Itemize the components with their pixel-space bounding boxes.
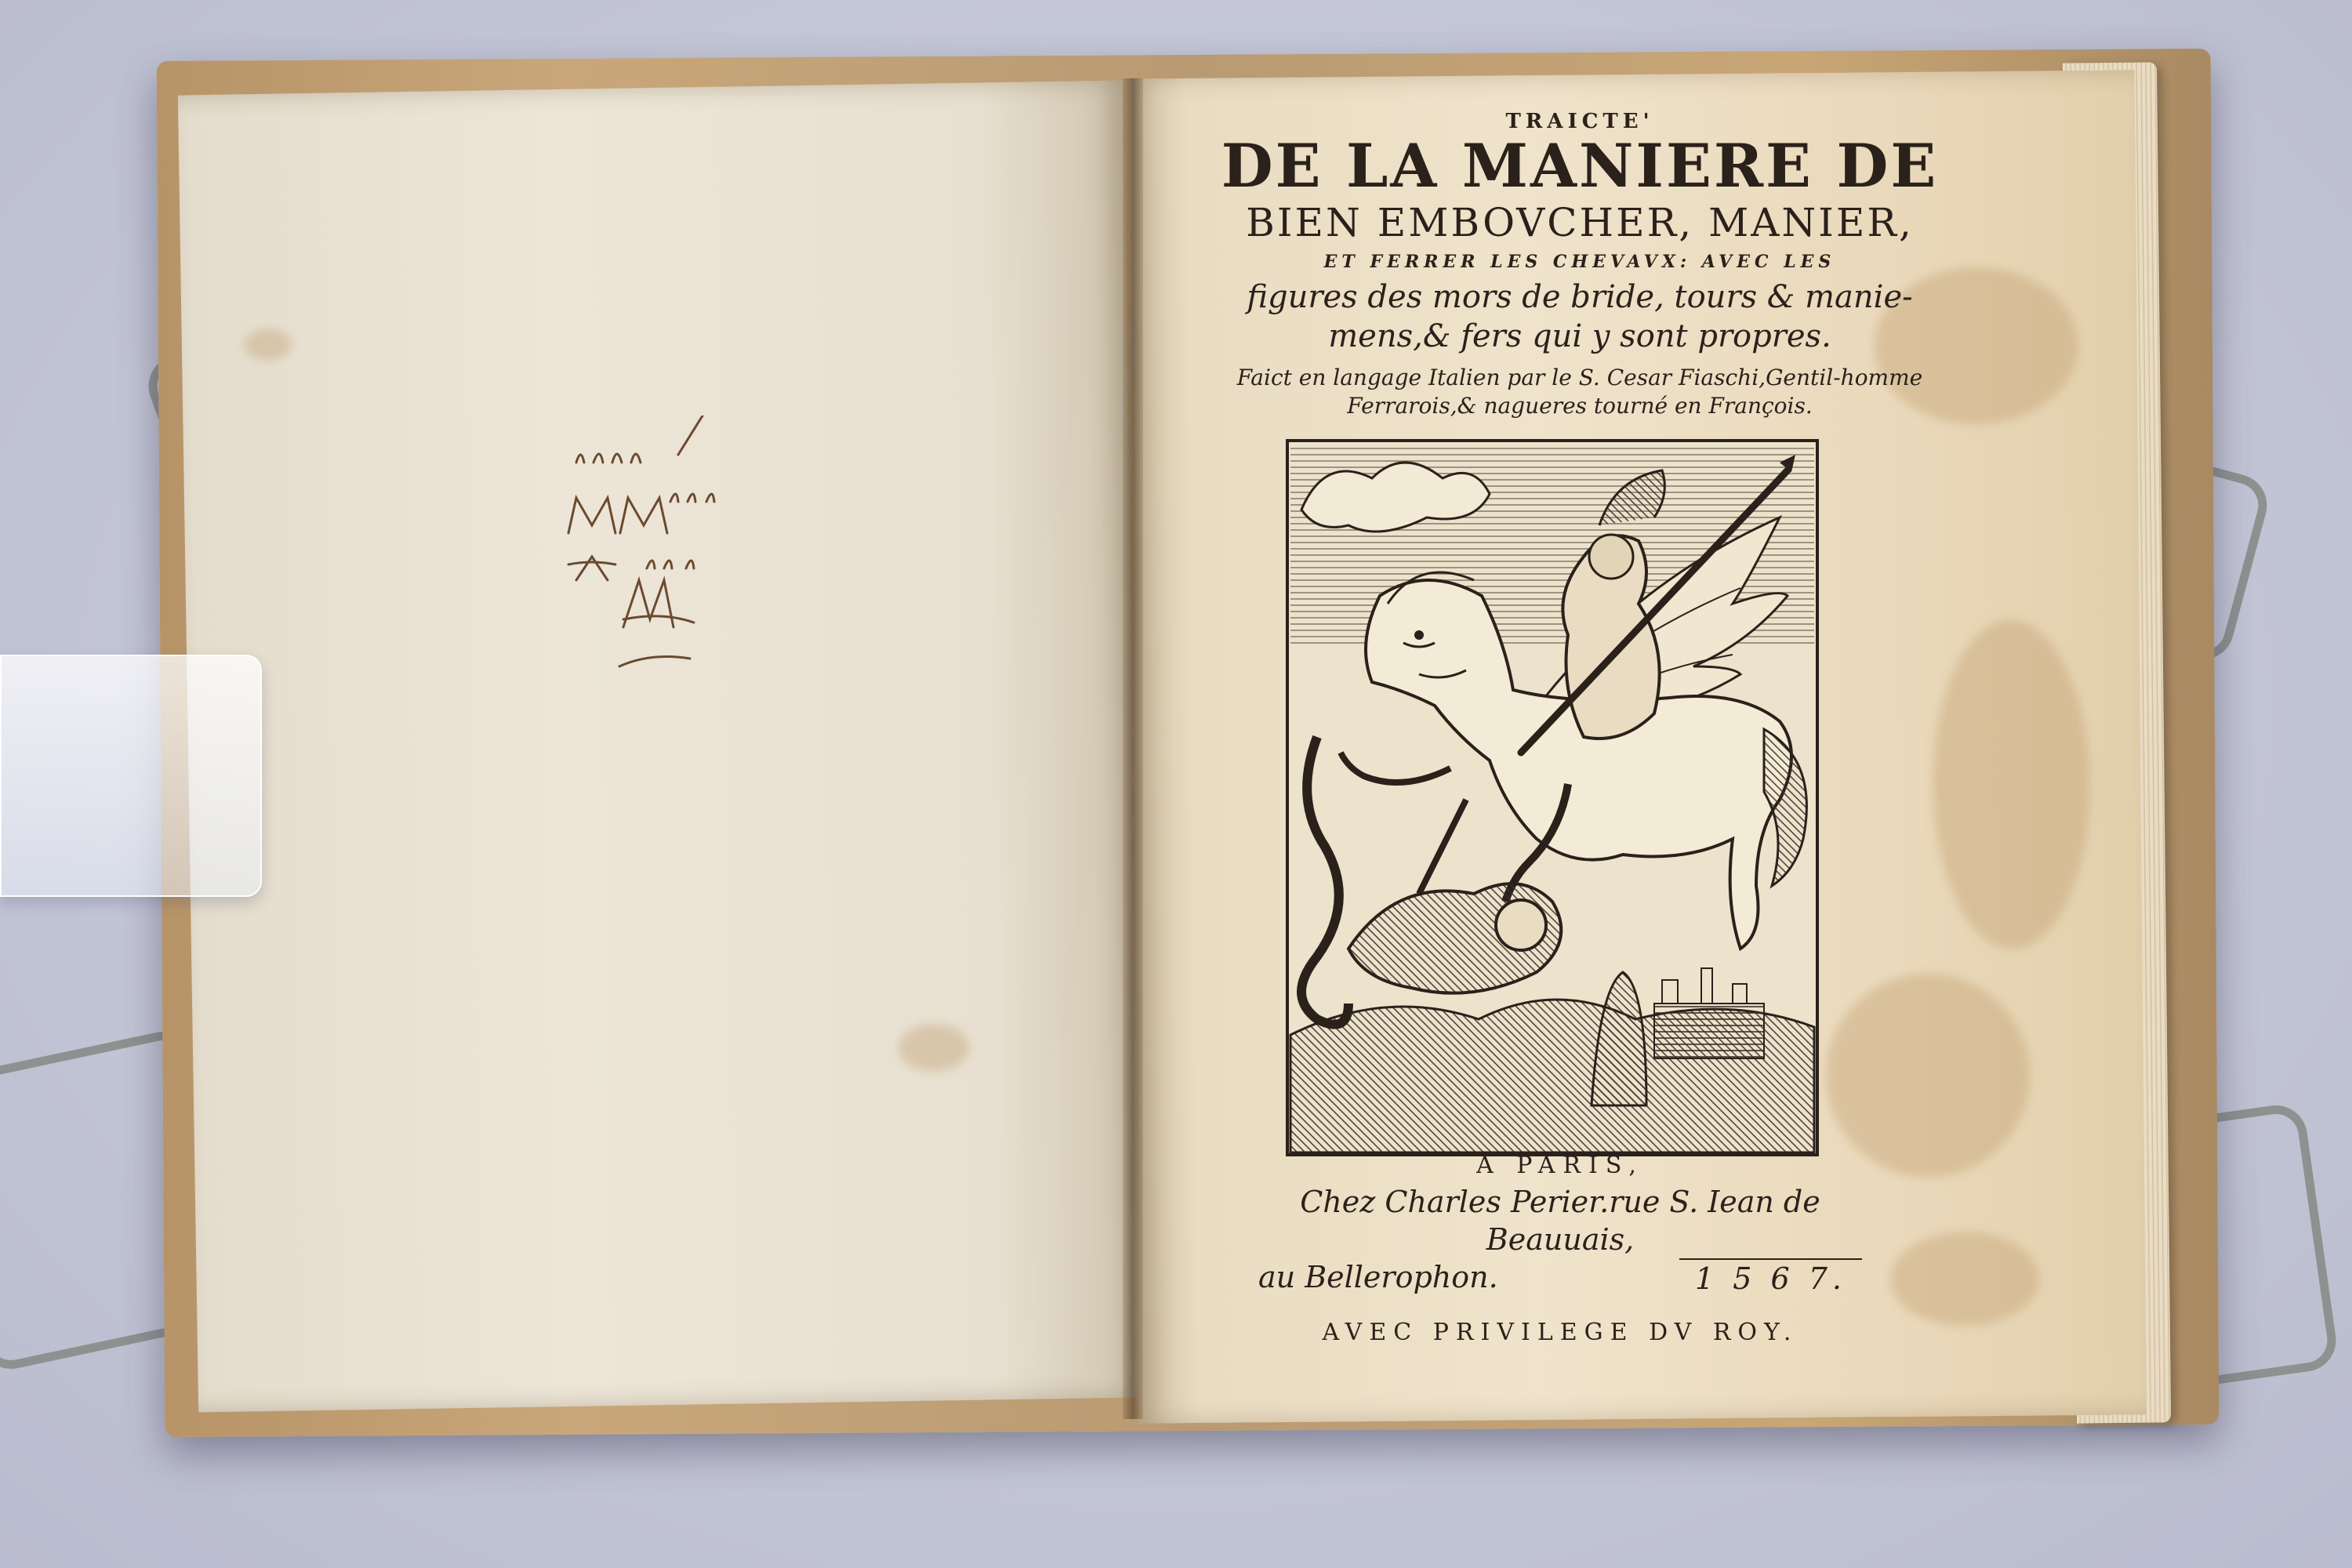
imprint-city: A PARIS, [1476, 1152, 1644, 1179]
imprint-block [1223, 1149, 1897, 1360]
imprint-year: 1 5 6 7. [1679, 1258, 1862, 1298]
author-line-1: Faict en langage Italien par le S. Cesar Fiaschi,Gentil-homme [1236, 365, 1923, 390]
title-line-2: DE LA MANIERE DE [1221, 131, 1939, 201]
imprint-sign: au Bellerophon. [1258, 1260, 1498, 1294]
title-line-4: ET FERRER LES CHEVAVX: AVEC LES [1323, 252, 1836, 272]
left-page [178, 81, 1143, 1413]
author-line-2: Ferrarois,& nagueres tourné en François. [1347, 393, 1813, 419]
acrylic-page-weight [0, 655, 262, 897]
title-block [1207, 110, 1952, 420]
book-gutter [1123, 78, 1143, 1419]
manuscript-marks [553, 416, 772, 698]
imprint-publisher: Chez Charles Perier.rue S. Iean de Beauuais, [1300, 1185, 1820, 1257]
title-line-3: BIEN EMBOVCHER, MANIER, [1246, 200, 1914, 245]
bellerophon-woodcut [1286, 439, 1819, 1156]
privilege-line: AVEC PRIVILEGE DV ROY. [1322, 1319, 1798, 1346]
title-line-6: mens,& fers qui y sont propres. [1328, 318, 1831, 354]
title-line-1: TRAICTE' [1505, 110, 1654, 133]
title-line-5: figures des mors de bride, tours & manie- [1247, 279, 1913, 315]
